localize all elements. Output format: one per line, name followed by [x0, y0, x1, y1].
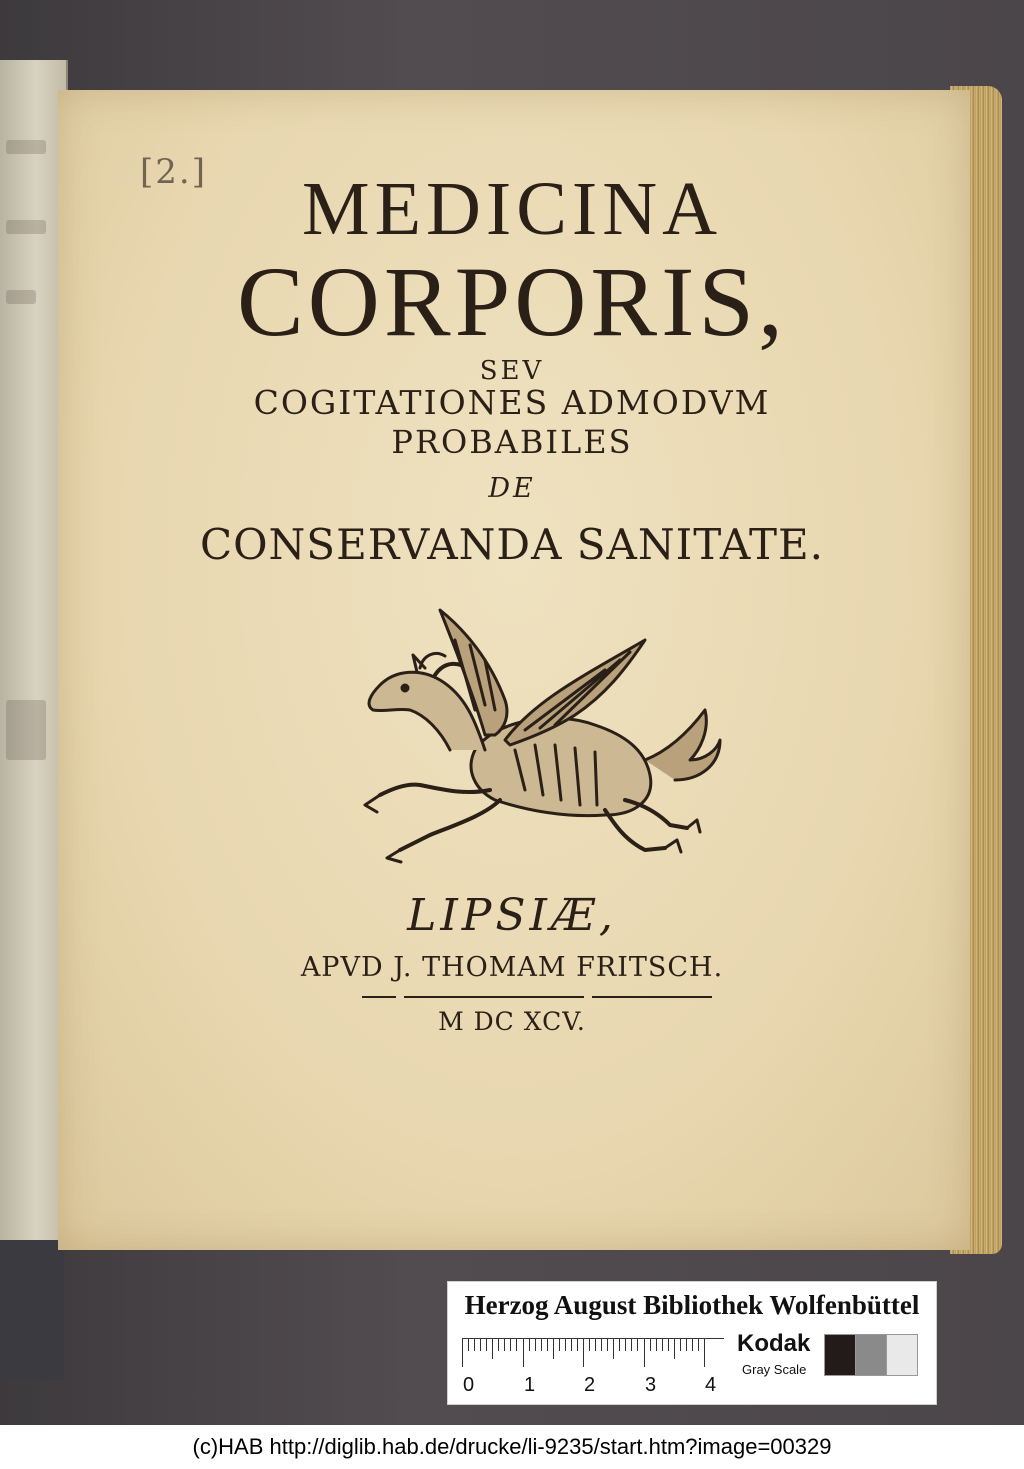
ruler-number: 0 [463, 1374, 475, 1396]
ruler-tick [583, 1339, 584, 1367]
ruler-tick [704, 1339, 705, 1367]
facing-page-text-bleed [6, 700, 46, 760]
ruler-tick [668, 1339, 669, 1351]
ruler-number: 1 [524, 1374, 536, 1396]
ruler-tick [486, 1339, 487, 1351]
imprint-rule [404, 996, 584, 998]
subtitle-sev: SEV [479, 356, 545, 386]
ruler-tick [613, 1339, 614, 1359]
ruler-tick [595, 1339, 596, 1351]
ruler-tick [474, 1339, 475, 1351]
gray-scale-label: Gray Scale [742, 1362, 807, 1377]
ruler-number: 4 [705, 1374, 717, 1396]
ruler-tick [523, 1339, 524, 1367]
copyright-footer: (c)HAB http://diglib.hab.de/drucke/li-9235/start.htm?image=00329 [0, 1425, 1024, 1469]
ruler-tick [656, 1339, 657, 1351]
ruler-tick [468, 1339, 469, 1351]
title-line-corporis: CORPORIS, [236, 246, 788, 357]
ruler-tick [637, 1339, 638, 1351]
ruler-tick [535, 1339, 536, 1351]
ruler-tick [692, 1339, 693, 1351]
pegasus-woodcut-icon [325, 600, 725, 870]
ruler-tick [589, 1339, 590, 1351]
ruler-tick [674, 1339, 675, 1359]
ruler-tick [547, 1339, 548, 1351]
ruler-tick [510, 1339, 511, 1351]
ruler-tick [571, 1339, 572, 1351]
binding-shadow [0, 1240, 64, 1380]
ruler-tick [492, 1339, 493, 1359]
ruler-scale [462, 1338, 724, 1369]
subtitle-probabiles: PROBABILES [391, 423, 633, 461]
ruler-number: 2 [584, 1374, 596, 1396]
ruler-tick [480, 1339, 481, 1351]
title-line-medicina: MEDICINA [302, 167, 722, 251]
ruler-tick [504, 1339, 505, 1351]
ruler-tick [644, 1339, 645, 1367]
ruler-tick [650, 1339, 651, 1351]
imprint-printer: APVD J. THOMAM FRITSCH. [300, 952, 724, 983]
ruler-tick [686, 1339, 687, 1351]
imprint-rule [362, 996, 396, 998]
ruler-tick [619, 1339, 620, 1351]
gray-swatch-dark [824, 1334, 856, 1376]
ruler-tick [607, 1339, 608, 1351]
ruler-tick [698, 1339, 699, 1351]
ruler-tick [553, 1339, 554, 1359]
subtitle-conservanda: CONSERVANDA SANITATE. [199, 520, 824, 569]
ruler-tick [577, 1339, 578, 1351]
subtitle-cogitationes: COGITATIONES ADMODVM [253, 383, 771, 422]
kodak-logo: Kodak [737, 1330, 811, 1357]
facing-page-text-bleed [6, 140, 46, 154]
ruler-tick [680, 1339, 681, 1351]
library-label-title: Herzog August Bibliothek Wolfenbüttel [464, 1290, 920, 1320]
ruler-tick [529, 1339, 530, 1351]
ruler-tick [559, 1339, 560, 1351]
library-color-target [447, 1281, 937, 1405]
gray-swatch-light [886, 1334, 918, 1376]
ruler-tick [625, 1339, 626, 1351]
ruler-tick [541, 1339, 542, 1351]
imprint-year: M DC XCV. [438, 1007, 586, 1036]
ruler-number: 3 [645, 1374, 657, 1396]
ruler-tick [631, 1339, 632, 1351]
ruler-tick [498, 1339, 499, 1351]
imprint-rule [592, 996, 712, 998]
ruler-tick [565, 1339, 566, 1351]
ruler-tick [662, 1339, 663, 1351]
ruler-tick [462, 1339, 463, 1367]
ruler-tick [516, 1339, 517, 1351]
ruler-tick [601, 1339, 602, 1351]
shelf-mark: [2.] [140, 152, 207, 192]
imprint-place: LIPSIÆ, [407, 890, 617, 941]
subtitle-de: DE [488, 473, 536, 504]
gray-swatch-mid [855, 1334, 887, 1376]
